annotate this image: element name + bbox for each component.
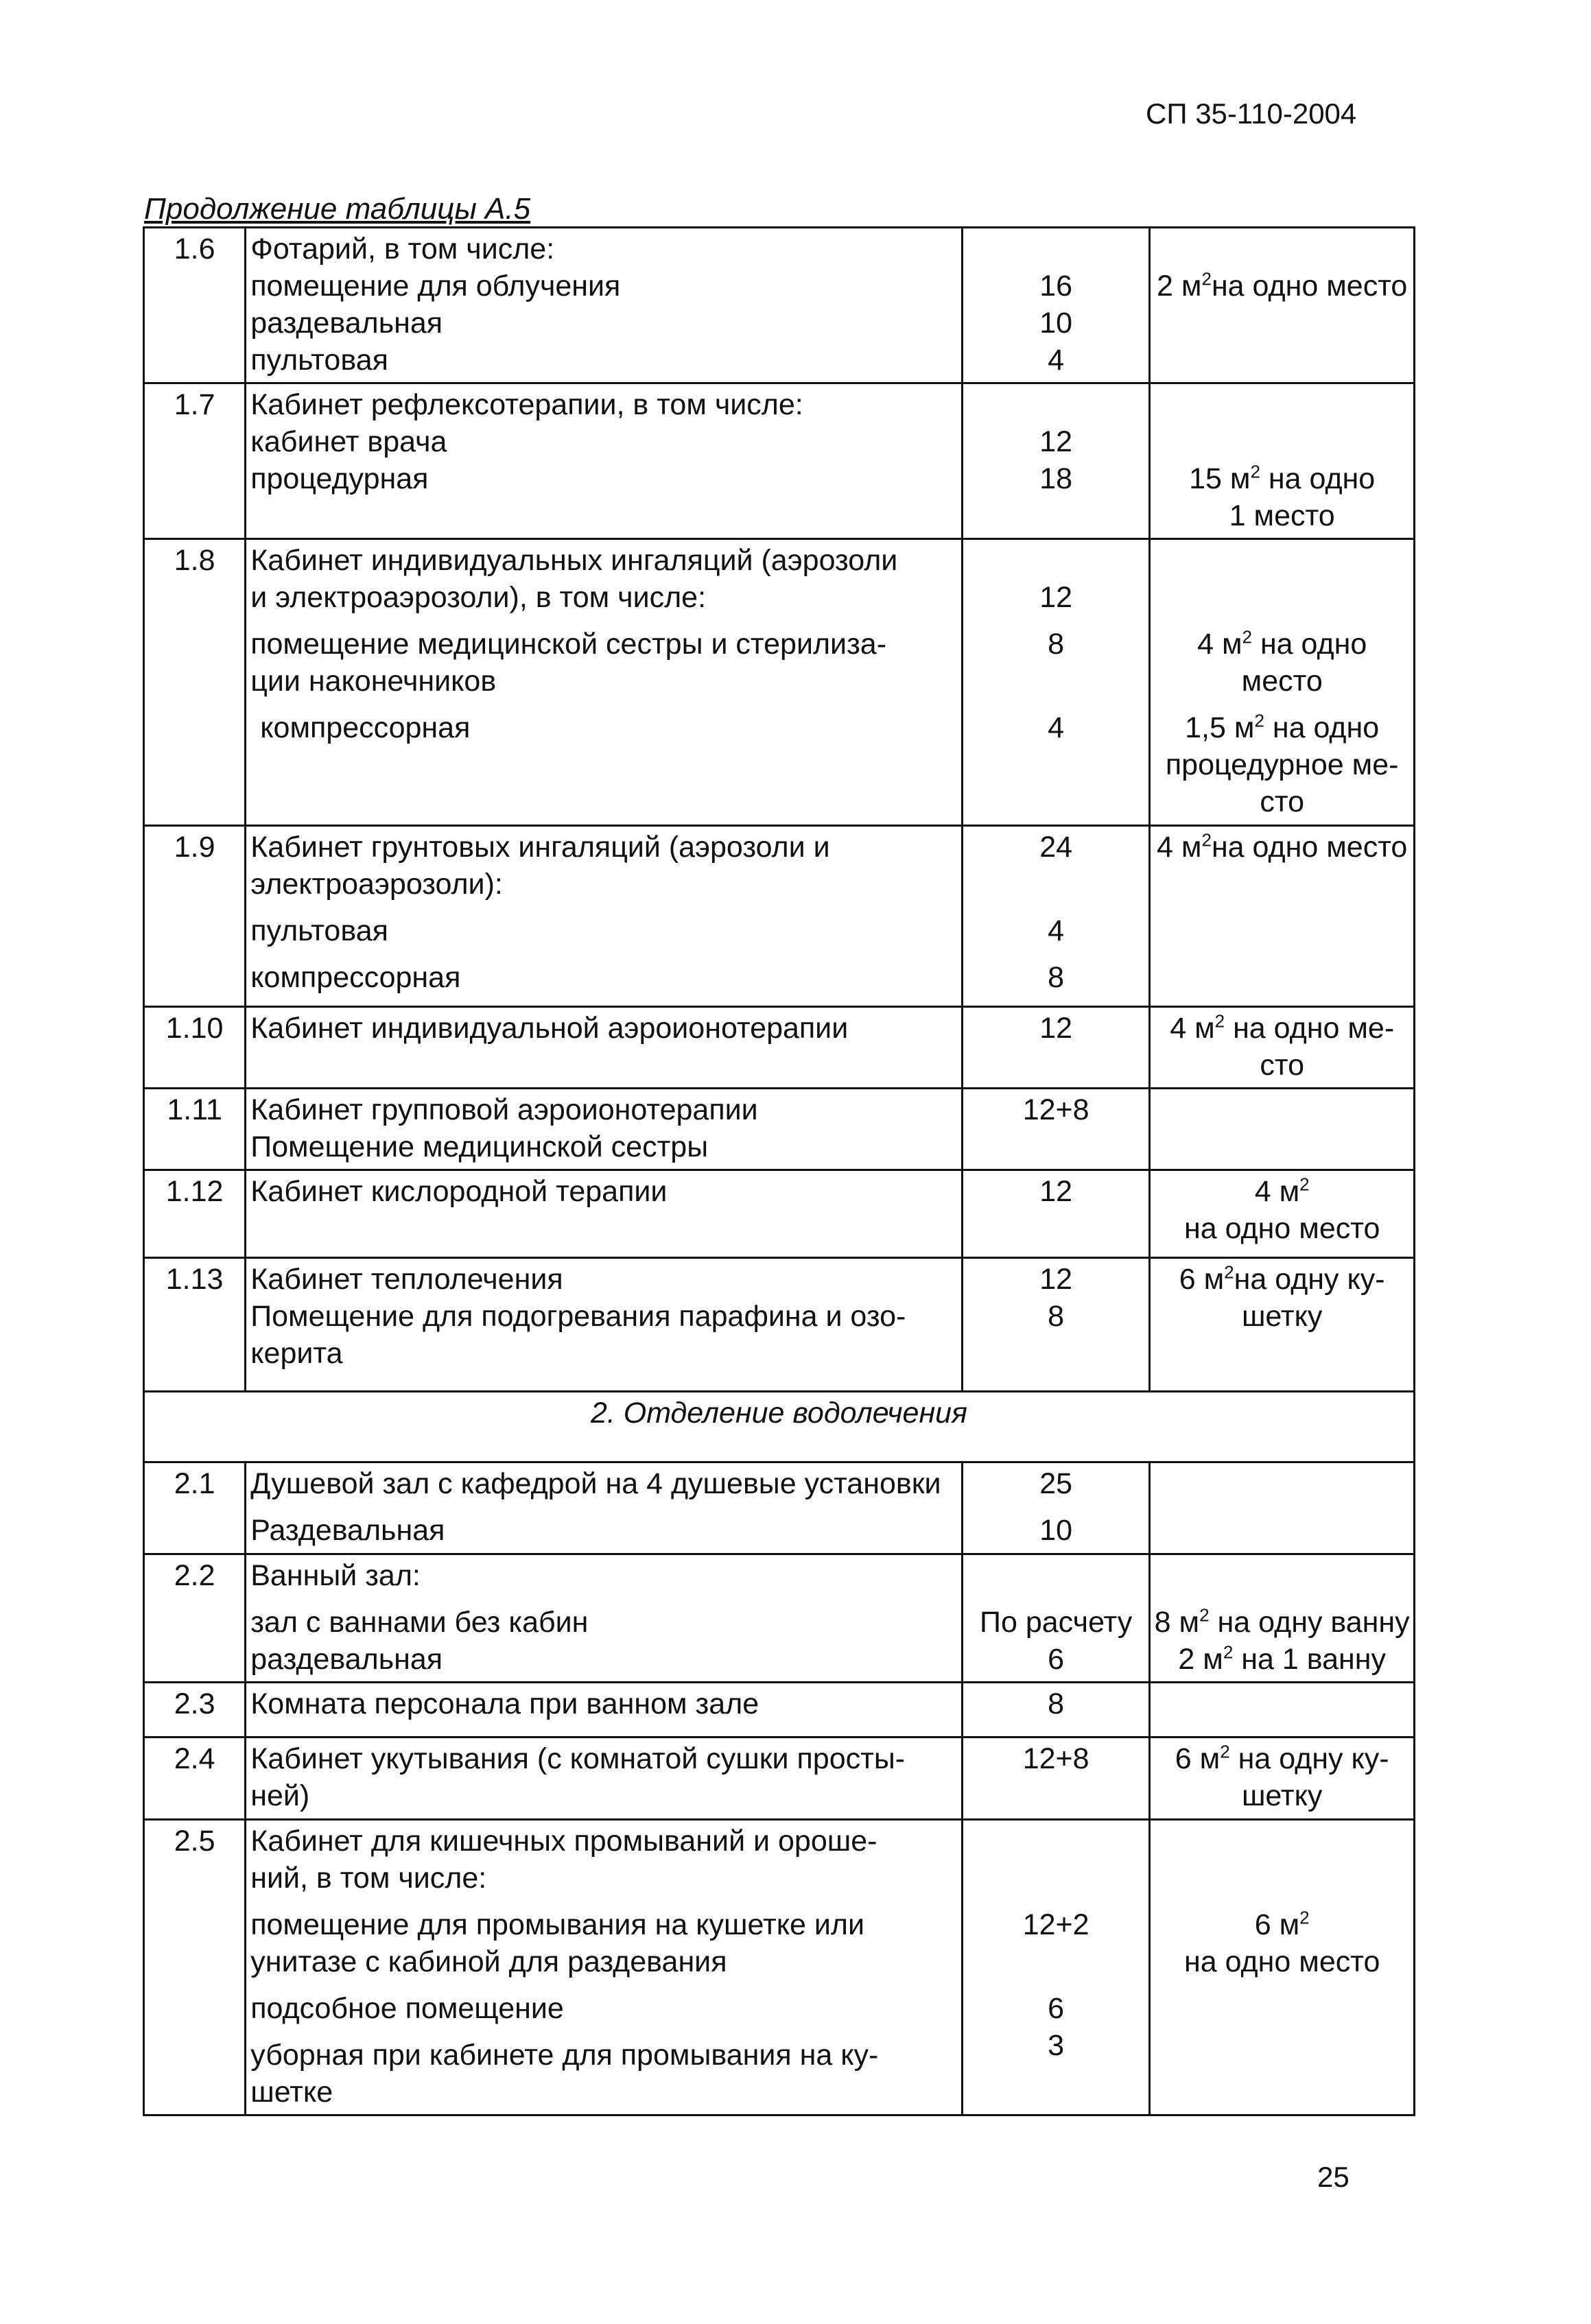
table-row: [144, 826, 1415, 1007]
table-row: [144, 228, 1415, 383]
table-row: [144, 1820, 1415, 2115]
area-norm: 4 $м^2на$ одно место: [1150, 826, 1415, 1007]
table-row: [144, 1170, 1415, 1258]
area-value: 24 4 8: [962, 826, 1149, 1007]
room-name: Кабинет групповой аэроионотерапии Помещение медицинской сестры: [246, 1089, 963, 1170]
table-row: [144, 539, 1415, 826]
room-name: Душевой зал с кафедрой на 4 душевые установки Раздевальная: [246, 1462, 963, 1554]
row-number: 1.10: [144, 1007, 246, 1089]
row-number: 1.13: [144, 1258, 246, 1392]
table-row: [144, 1683, 1415, 1738]
area-norm: [1150, 1462, 1415, 1554]
area-norm: 6 $м^2$ на одну ку- шетку: [1150, 1738, 1415, 1820]
room-name: Фотарий, в том числе: помещение для облучения раздевальная пультовая: [246, 228, 963, 383]
table-row: [144, 1007, 1415, 1089]
section-title: 2. Отделение водолечения: [144, 1392, 1415, 1462]
area-value: 12+8: [962, 1089, 1149, 1170]
document-code: СП 35-110-2004: [1146, 97, 1357, 130]
area-norm: 15 $м^2$ на одно 1 место: [1150, 383, 1415, 539]
table-continuation-title: Продолжение таблицы А.5: [144, 192, 531, 226]
area-norm: 2 $м^2на$ одно место: [1150, 228, 1415, 383]
area-value: 12+2 6 3: [962, 1820, 1149, 2115]
table-row: [144, 1089, 1415, 1170]
table-row: [144, 1462, 1415, 1554]
area-value: 12 8 4: [962, 539, 1149, 826]
area-value: 12 8: [962, 1258, 1149, 1392]
room-name: Кабинет теплолечения Помещение для подогревания парафина и озо- керита: [246, 1258, 963, 1392]
area-norm: [1150, 1089, 1415, 1170]
area-value: По расчету 6: [962, 1554, 1149, 1683]
row-number: 1.6: [144, 228, 246, 383]
row-number: 1.9: [144, 826, 246, 1007]
area-value: 12: [962, 1007, 1149, 1089]
area-value: 12+8: [962, 1738, 1149, 1820]
table-row: [144, 383, 1415, 539]
row-number: 2.3: [144, 1683, 246, 1738]
premises-table: [143, 226, 1415, 2116]
room-name: Кабинет рефлексотерапии, в том числе: кабинет врача процедурная: [246, 383, 963, 539]
room-name: Кабинет индивидуальной аэроионотерапии: [246, 1007, 963, 1089]
area-value: 25 10: [962, 1462, 1149, 1554]
table-row: [144, 1738, 1415, 1820]
row-number: 1.7: [144, 383, 246, 539]
row-number: 2.5: [144, 1820, 246, 2115]
area-value: 12 18: [962, 383, 1149, 539]
area-norm: 4 $м^2$ на одно место: [1150, 1170, 1415, 1258]
area-norm: 4 $м^2$ на одно место 1,5 $м^2$ на одно процедурное ме- сто: [1150, 539, 1415, 826]
row-number: 1.11: [144, 1089, 246, 1170]
room-name: Кабинет индивидуальных ингаляций (аэрозоли и электроаэрозоли), в том числе: помещение медицинской сестры и стерилиза- ции наконечников компрессорная: [246, 539, 963, 826]
area-norm: 6 $м^2$ на одно место: [1150, 1820, 1415, 2115]
area-norm: 4 $м^2$ на одно ме- сто: [1150, 1007, 1415, 1089]
row-number: 1.8: [144, 539, 246, 826]
area-norm: 6 $м^2на$ одну ку- шетку: [1150, 1258, 1415, 1392]
row-number: 2.4: [144, 1738, 246, 1820]
page-number: 25: [1317, 2161, 1350, 2193]
row-number: 1.12: [144, 1170, 246, 1258]
room-name: Кабинет укутывания (с комнатой сушки просты- ней): [246, 1738, 963, 1820]
section-header-row: [144, 1392, 1415, 1462]
row-number: 2.2: [144, 1554, 246, 1683]
table-row: [144, 1258, 1415, 1392]
area-value: 16 10 4: [962, 228, 1149, 383]
area-value: 12: [962, 1170, 1149, 1258]
room-name: Кабинет грунтовых ингаляций (аэрозоли и электроаэрозоли): пультовая компрессорная: [246, 826, 963, 1007]
room-name: Кабинет для кишечных промываний и ороше- ний, в том числе: помещение для промывания на кушетке или унитазе с кабиной для раздевания подсобное помещение уборная при кабинете для промывания на ку- шетке: [246, 1820, 963, 2115]
area-norm: 8 $м^2$ на одну ванну 2 $м^2$ на 1 ванну: [1150, 1554, 1415, 1683]
table-row: [144, 1554, 1415, 1683]
area-norm: [1150, 1683, 1415, 1738]
area-value: 8: [962, 1683, 1149, 1738]
room-name: Ванный зал: зал с ваннами без кабин раздевальная: [246, 1554, 963, 1683]
room-name: Кабинет кислородной терапии: [246, 1170, 963, 1258]
room-name: Комната персонала при ванном зале: [246, 1683, 963, 1738]
row-number: 2.1: [144, 1462, 246, 1554]
